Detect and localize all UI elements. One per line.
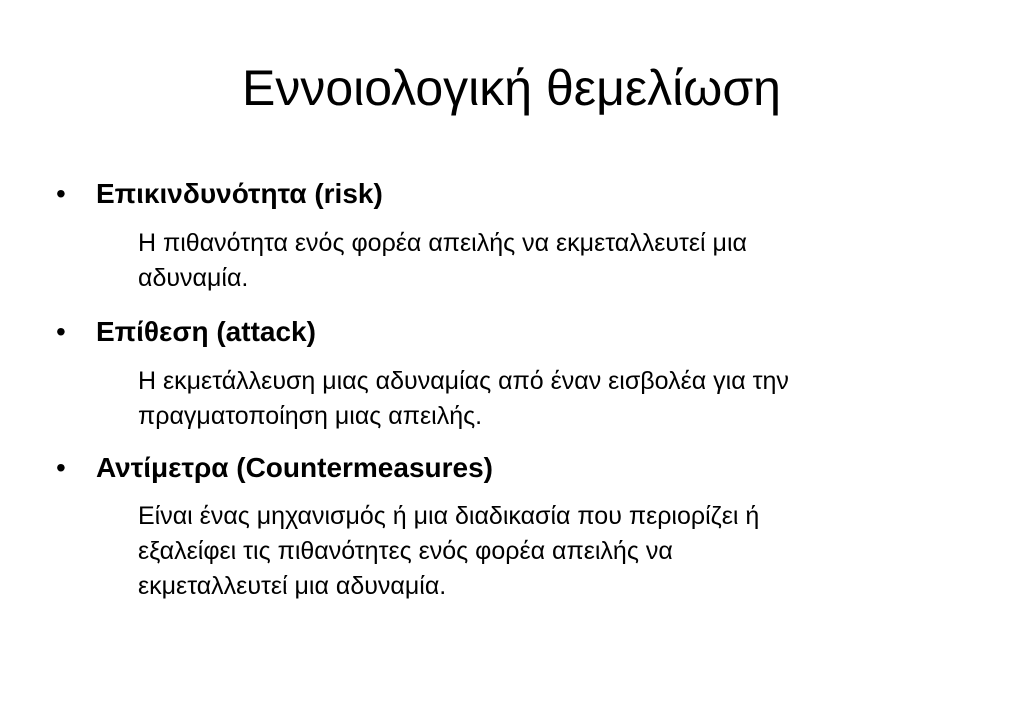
definition-line: Είναι ένας μηχανισμός ή μια διαδικασία που περιορίζει ή xyxy=(138,502,760,530)
term-label: Αντίμετρα (Countermeasures) xyxy=(96,452,493,483)
definition-line: Η εκμετάλλευση μιας αδυναμίας από έναν εισβολέα για την xyxy=(138,367,789,395)
definition-attack xyxy=(138,364,978,434)
definition-line: αδυναμία. xyxy=(138,264,249,292)
bullet-item-countermeasures xyxy=(56,450,493,486)
term-label: Επικινδυνότητα (risk) xyxy=(96,178,383,209)
bullet-glyph: • xyxy=(56,178,66,209)
bullet-glyph: • xyxy=(56,316,66,347)
definition-line: Η πιθανότητα ενός φορέα απειλής να εκμεταλλευτεί μια xyxy=(138,229,747,257)
term-label: Επίθεση (attack) xyxy=(96,316,316,347)
slide-title: Εννοιολογική θεμελίωση xyxy=(242,60,781,116)
bullet-item-attack xyxy=(56,314,316,350)
definition-risk xyxy=(138,226,978,296)
bullet-item-risk xyxy=(56,176,383,212)
definition-line: εξαλείφει τις πιθανότητες ενός φορέα απειλής να xyxy=(138,537,673,565)
definition-countermeasures xyxy=(138,499,978,604)
definition-line: πραγματοποίηση μιας απειλής. xyxy=(138,402,483,430)
bullet-glyph: • xyxy=(56,452,66,483)
definition-line: εκμεταλλευτεί μια αδυναμία. xyxy=(138,572,447,600)
